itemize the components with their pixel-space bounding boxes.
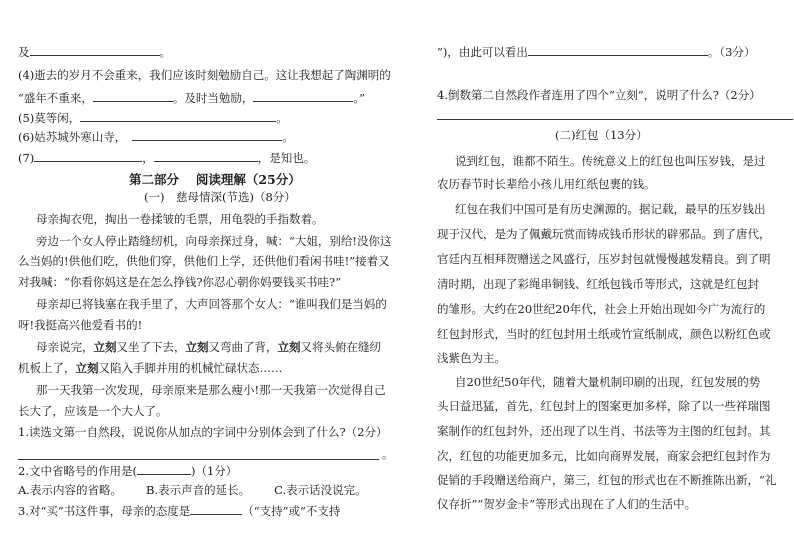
question-7: (7) ， ，是知也。 <box>18 151 316 165</box>
passage-line: 机板上了，立刻又陷入手脚并用的机械忙碌状态…… <box>18 361 283 375</box>
passage-line: 红包封形式，当时的红包封用土纸或竹宣纸制成，颜色以粉红色或 <box>437 327 771 341</box>
question-6: (6)姑苏城外寒山寺， 。 <box>18 130 294 144</box>
passage-line: 案制作的红包封外，还出现了以生肖、书法等为主图的红包封。其 <box>437 424 771 438</box>
passage-line: 仪存折”“贺岁金卡”等形式出现在了人们的生活中。 <box>437 497 697 511</box>
passage-line: 对我喊：“你看你妈这是在怎么挣钱?你忍心朝你妈要钱买书哇?” <box>18 275 342 289</box>
answer-blank[interactable] <box>253 90 353 102</box>
passage-line: 促销的手段赠送给商户，第三，红包的形式也在不断推陈出新，“礼 <box>437 473 777 487</box>
question-1: 1.读选文第一自然段，说说你从加点的字词中分别体会到了什么?（2分） <box>18 425 388 439</box>
answer-blank[interactable] <box>137 463 191 475</box>
passage-line: 母亲掏衣兜，掏出一卷揉皱的毛票，用龟裂的手指数着。 <box>36 212 324 226</box>
section-2-title: (二)红包（13分） <box>555 128 648 142</box>
option-c[interactable]: C.表示话没说完。 <box>274 483 367 497</box>
passage-line: 清时期，出现了彩绳串铜钱、红纸包钱币等形式，这就是红包封 <box>437 277 759 291</box>
passage-line: 红包在我们中国可是有历史渊源的。据记载，最早的压岁钱出 <box>455 202 766 216</box>
option-b[interactable]: B.表示声音的延长。 <box>145 483 251 497</box>
question-3: 3.对“买”书这件事，母亲的态度是 （“支持”或“不支持 <box>18 504 341 518</box>
passage-line: 的雏形。大约在20世纪20年代，社会上开始出现如今广为流行的 <box>437 302 766 316</box>
question-3-continued: ”)，由此可以看出 。（3分） <box>437 45 756 59</box>
answer-blank[interactable] <box>30 44 160 56</box>
question-4-line2: “盛年不重来， 。及时当勉励， 。” <box>18 91 366 105</box>
answer-blank[interactable] <box>190 503 242 515</box>
section-1-title: (一) 慈母情深(节选)（8分） <box>144 190 296 204</box>
passage-line: 母亲说完，立刻又坐了下去，立刻又弯曲了背，立刻又将头俯在缝纫 <box>36 340 381 354</box>
passage-line: 次，红包的功能更加多元，比如向商界发展，商家会把红包封作为 <box>437 449 771 463</box>
passage-line: 浅紫色为主。 <box>437 351 506 365</box>
answer-blank[interactable] <box>34 150 142 162</box>
answer-line[interactable] <box>437 119 793 120</box>
option-a[interactable]: A.表示内容的省略。 <box>18 483 122 497</box>
passage-line: 么当妈的!供他们吃，供他们穿，供他们上学，还供他们看闲书哇!”接着又 <box>18 254 390 268</box>
passage-line: 呀!我挺高兴他爱看书的! <box>18 318 143 332</box>
part-2-title: 第二部分 阅读理解（25分） <box>129 172 301 187</box>
question-5: (5)莫等闲， 。 <box>18 111 288 125</box>
passage-line: 自20世纪50年代，随着大量机制印刷的出现，红包发展的势 <box>455 375 761 389</box>
answer-line[interactable] <box>18 459 379 460</box>
passage-line: 说到红包，谁都不陌生。传统意义上的红包也叫压岁钱，是过 <box>455 154 766 168</box>
question-2: 2.文中省略号的作用是( )（1分） <box>18 464 238 478</box>
passage-line: 头日益迅猛，首先，红包封上的图案更加多样，除了以一些祥瑞图 <box>437 399 771 413</box>
fill-line-1: 及 。 <box>18 45 171 59</box>
answer-blank[interactable] <box>93 90 173 102</box>
passage-line: 长大了，应该是一个大人了。 <box>18 404 168 418</box>
passage-line: 官廷内互相拜贺赠送之风盛行，压岁封包就慢慢越发精良。到了明 <box>437 252 771 266</box>
answer-blank[interactable] <box>132 129 282 141</box>
question-2-options <box>18 483 367 497</box>
answer-blank[interactable] <box>154 150 258 162</box>
passage-line: 农历春节时长辈给小孩儿用红纸包裹的钱。 <box>437 177 656 191</box>
passage-line: 那一天我第一次发现，母亲原来是那么瘦小!那一天我第一次觉得自己 <box>36 383 386 397</box>
question-1-end: 。 <box>382 447 394 461</box>
answer-blank[interactable] <box>528 44 708 56</box>
question-4: 4.倒数第二自然段作者连用了四个“立刻”，说明了什么?（2分） <box>437 88 761 102</box>
passage-line: 母亲却已将钱塞在我手里了，大声回答那个女人：“谁叫我们是当妈的 <box>36 297 387 311</box>
answer-blank[interactable] <box>80 110 276 122</box>
question-4-line1: (4)逝去的岁月不会重来，我们应该时刻勉励自己。这让我想起了陶渊明的 <box>18 68 391 82</box>
passage-line: 现于汉代，是为了佩戴玩赏而铸成钱币形状的辟邪品。到了唐代， <box>437 227 771 241</box>
passage-line: 旁边一个女人停止踏缝纫机，向母亲探过身，喊：“大姐，别给!没你这 <box>36 234 392 248</box>
